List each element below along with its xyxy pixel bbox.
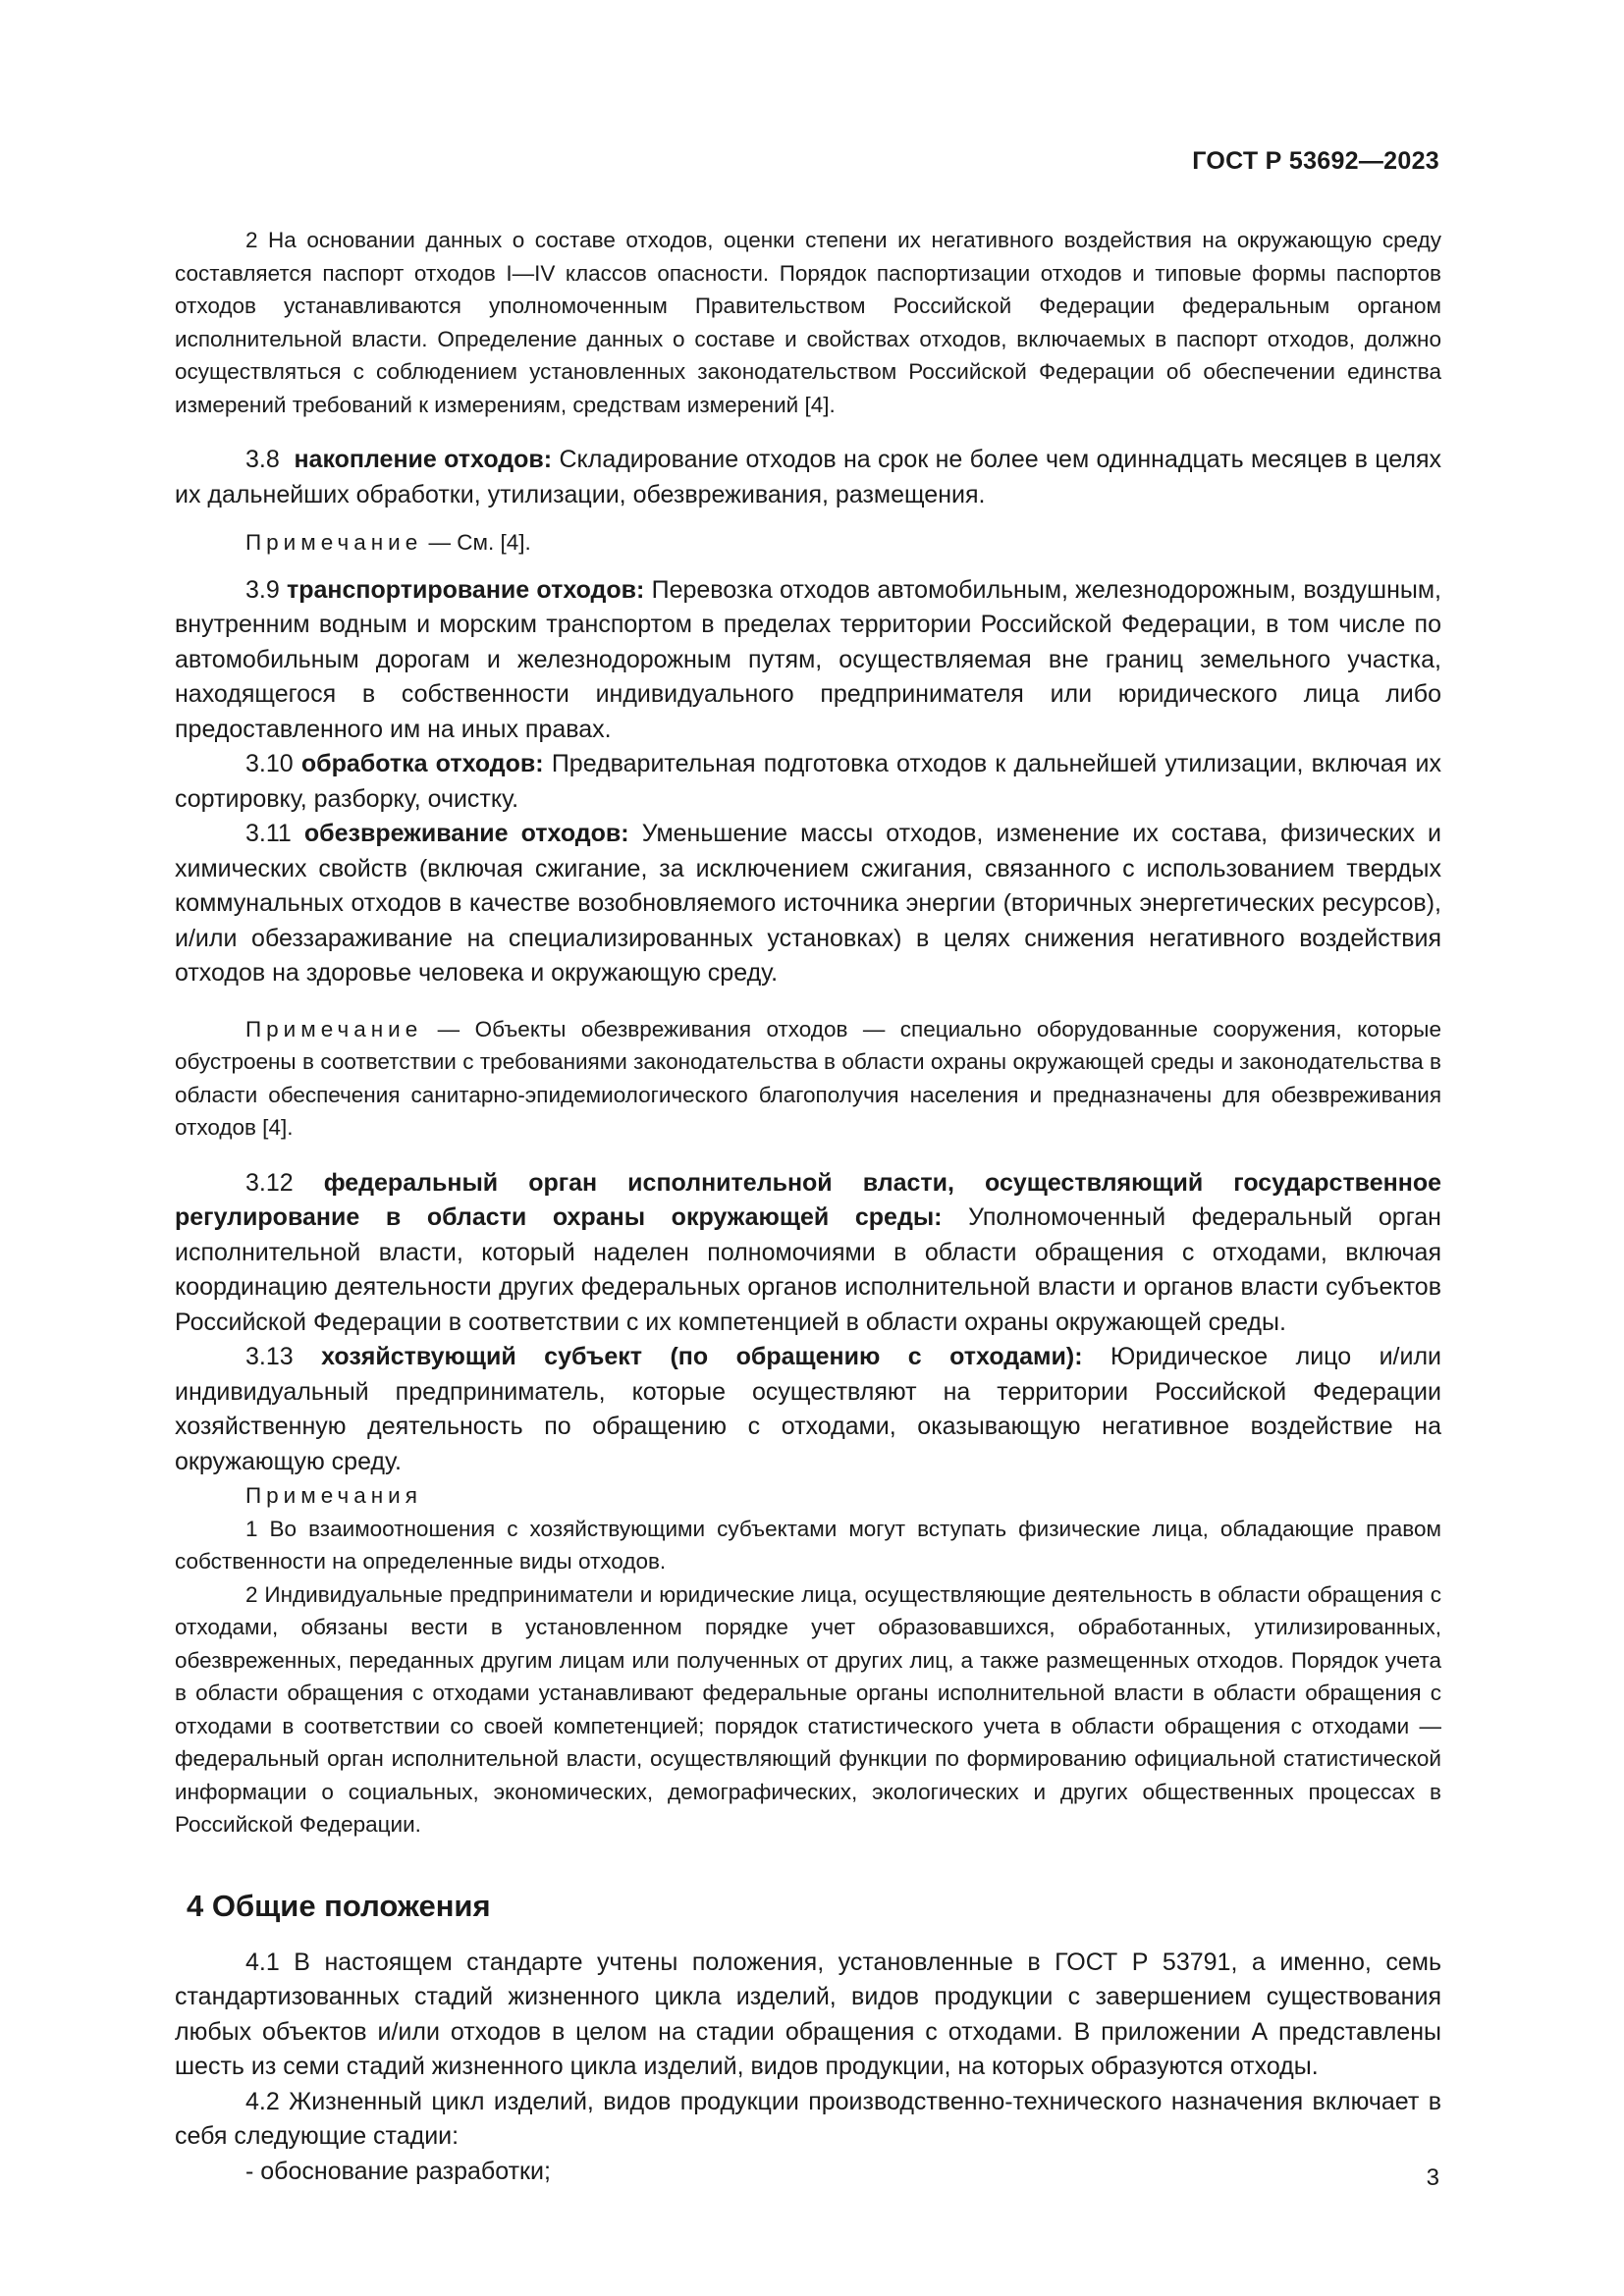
term-title: федеральный орган исполнительной власти, осуществляющий государственное регулирование в области охраны окружающей среды:: [175, 1168, 1442, 1231]
term-number: 3.11: [245, 820, 292, 847]
term-number: 3.8: [245, 446, 280, 473]
term-3-12: [175, 1166, 1441, 1341]
term-number: 3.10: [245, 750, 294, 777]
term-definition: Юридическое лицо и/или индивидуальный предприниматель, которые осуществляют на территории Российской Федерации хозяйственную деятельность по обращению с отходами, оказывающую негативное воздействие на окружающую среду.: [175, 1343, 1441, 1475]
term-definition: Предварительная подготовка отходов к дальнейшей утилизации, включая их сортировку, разборку, очистку.: [175, 750, 1441, 813]
note-label: Примечание: [245, 1016, 423, 1041]
document-code: ГОСТ Р 53692—2023: [1192, 147, 1439, 175]
term-title: транспортирование отходов:: [287, 575, 645, 604]
term-title: обезвреживание отходов:: [303, 820, 629, 847]
note-3-8: [175, 526, 1441, 560]
term-3-13: [175, 1340, 1441, 1479]
term-number: 3.13: [245, 1343, 294, 1370]
section-4-heading: 4 Общие положения: [187, 1888, 491, 1923]
term-definition: Складирование отходов на срок не более чем одиннадцать месяцев в целях их дальнейших обработки, утилизации, обезвреживания, размещения.: [175, 446, 1441, 508]
term-number: 3.9: [245, 575, 280, 604]
list-item: - обоснование разработки;: [245, 2157, 551, 2185]
paragraph-4-2: 4.2 Жизненный цикл изделий, видов продукции производственно-технического назначения включает в себя следующие стадии:: [175, 2087, 1441, 2150]
page-number: 3: [1426, 2164, 1439, 2191]
term-definition: Уменьшение массы отходов, изменение их состава, физических и химических свойств (включая сжигание, за исключением сжигания, связанного с использованием твердых коммунальных отходов в качестве возобновляемого источника энергии (вторичных энергетических ресурсов), и/или обеззараживание на специализированных установках) в целях снижения негативного воздействия отходов на здоровье человека и окружающую среду.: [175, 820, 1442, 987]
note-text: — См. [4].: [428, 530, 531, 555]
note-label: Примечание: [245, 530, 423, 555]
note-3-13-2: 2 Индивидуальные предприниматели и юридические лица, осуществляющие деятельность в области обращения с отходами, обязаны вести в установленном порядке учет образовавшихся, обработанных, утилизированных, обезвреженных, переданных другим лицам или полученных от других лиц, а также размещенных отходов. Порядок учета в области обращения с отходами устанавливают федеральные органы исполнительной власти в области обращения с отходами в соответствии со своей компетенцией; порядок статистического учета в области обращения с отходами — федеральный орган исполнительной власти, осуществляющий функции по формированию официальной статистической информации о социальных, экономических, демографических, экологических и других общественных процессах в Российской Федерации.: [175, 1581, 1441, 1837]
term-3-11: [175, 817, 1441, 991]
term-number: 3.12: [245, 1168, 294, 1197]
paragraph-4-1: 4.1 В настоящем стандарте учтены положения, установленные в ГОСТ Р 53791, а именно, семь стандартизованных стадий жизненного цикла изделий, видов продукции с завершением существования любых объектов и/или отходов в целом на стадии обращения с отходами. В приложении А представлены шесть из семи стадий жизненного цикла изделий, видов продукции, на которых образуются отходы.: [175, 1948, 1441, 2080]
term-title: обработка отходов:: [300, 750, 544, 777]
note-3-11: [175, 1013, 1441, 1145]
term-definition: Перевозка отходов автомобильным, железнодорожным, воздушным, внутренним водным и морским транспортом в пределах территории Российской Федерации, в том числе по автомобильным дорогам и железнодорожным путям, осуществляемая вне границ земельного участка, находящегося в собственности индивидуального предпринимателя или юридического лица либо предоставленного им на иных правах.: [175, 575, 1442, 743]
term-definition: Уполномоченный федеральный орган исполнительной власти, который наделен полномочиями в области обращения с отходами, включая координацию деятельности других федеральных органов исполнительной власти и органов власти субъектов Российской Федерации в соответствии с их компетенцией в области охраны окружающей среды.: [175, 1203, 1441, 1336]
term-3-9: [175, 573, 1441, 748]
note-text: — Объекты обезвреживания отходов — специально оборудованные сооружения, которые обустроены в соответствии с требованиями законодательства в области охраны окружающей среды и законодательства в области обеспечения санитарно-эпидемиологического благополучия населения и предназначены для обезвреживания отходов [4].: [175, 1016, 1441, 1140]
term-title: хозяйствующий субъект (по обращению с отходами):: [321, 1343, 1083, 1370]
note-3-13-1: 1 Во взаимоотношения с хозяйствующими субъектами могут вступать физические лица, обладающие правом собственности на определенные виды отходов.: [175, 1516, 1441, 1574]
notes-3-13-label: Примечания: [245, 1483, 422, 1508]
note-2-passport: 2 На основании данных о составе отходов, оценки степени их негативного воздействия на окружающую среду составляется паспорт отходов I—IV классов опасности. Порядок паспортизации отходов и типовые формы паспортов отходов устанавливаются уполномоченным Правительством Российской Федерации федеральным органом исполнительной власти. Определение данных о составе и свойствах отходов, включаемых в паспорт отходов, должно осуществляться с соблюдением установленных законодательством Российской Федерации об обеспечении единства измерений требований к измерениям, средствам измерений [4].: [175, 228, 1441, 417]
term-3-10: [175, 747, 1441, 817]
page-body: [175, 224, 1441, 2189]
term-title: накопление отходов:: [294, 446, 553, 473]
term-3-8: [175, 443, 1441, 512]
